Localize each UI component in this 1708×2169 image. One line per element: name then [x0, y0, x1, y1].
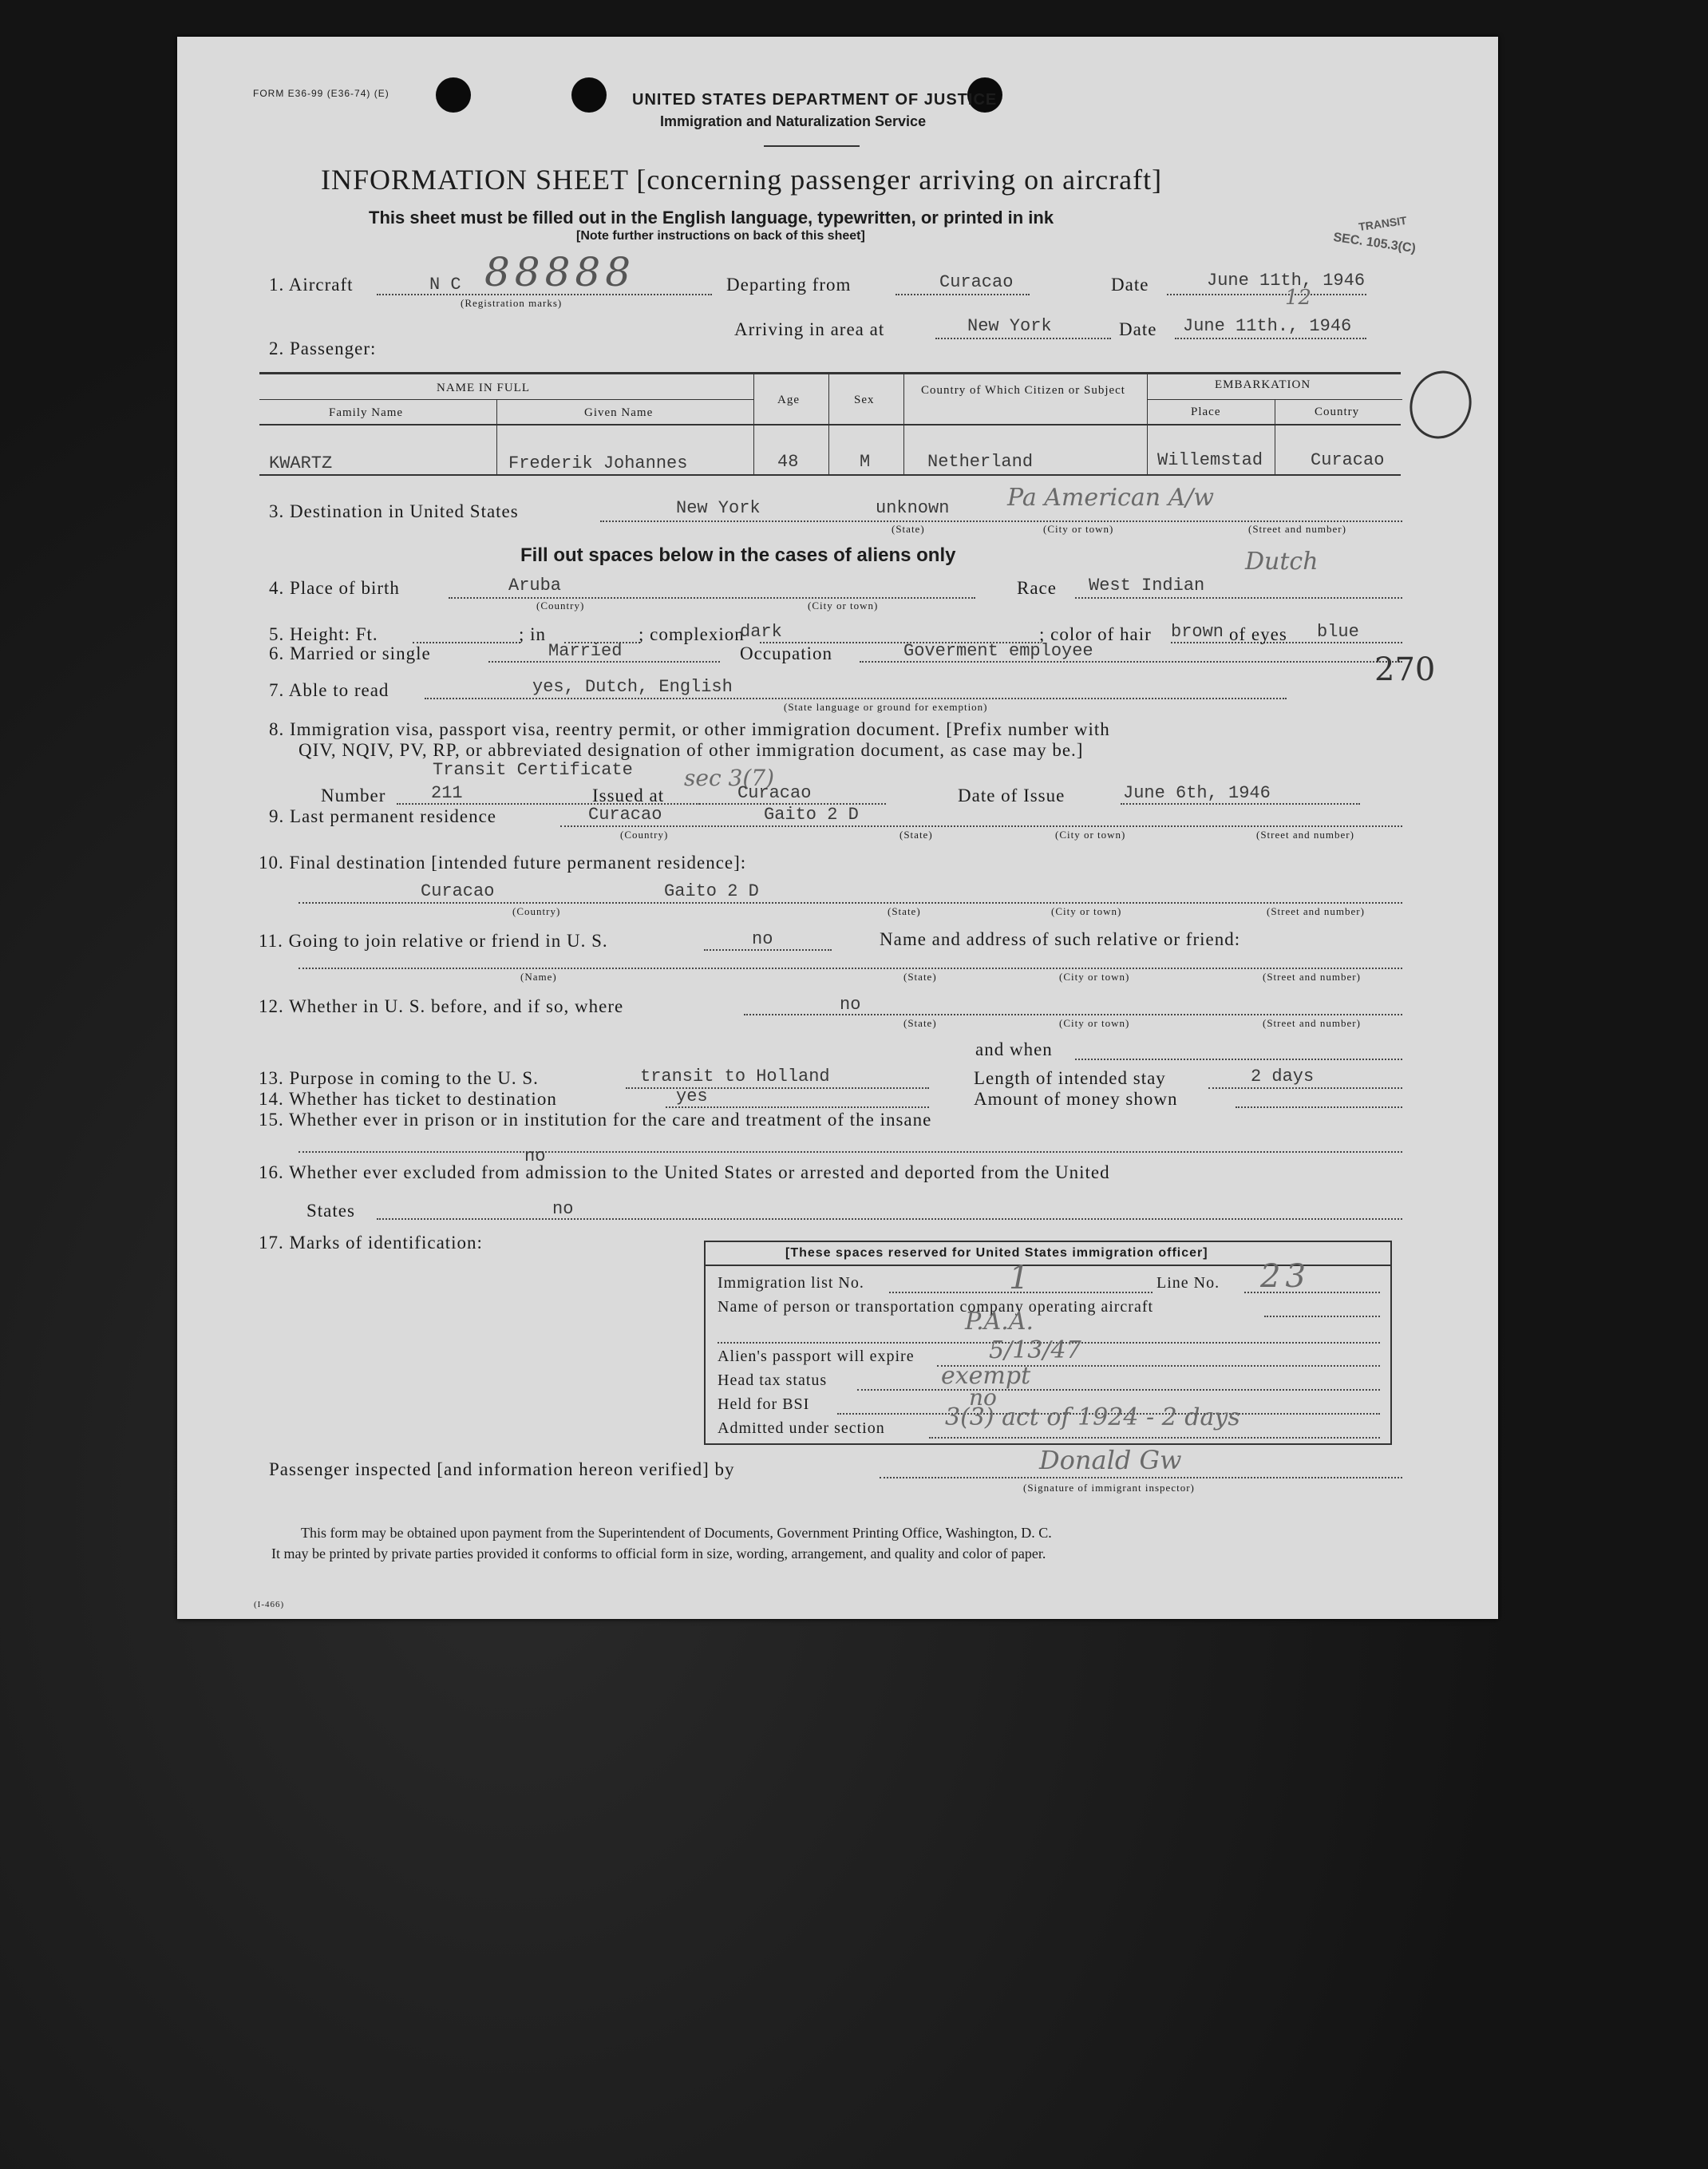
inspection-label: Passenger inspected [and information hereon verified] by [269, 1459, 735, 1479]
relative-cap-state: (State) [903, 971, 937, 983]
header-rule [764, 145, 860, 147]
destination-line [600, 520, 1402, 522]
officer-box-heading: [These spaces reserved for United States immigration officer] [785, 1246, 1208, 1260]
purpose-line [626, 1087, 929, 1089]
residence-country: Curacao [588, 805, 662, 825]
ticket-value: yes [676, 1086, 708, 1106]
residence-cap-city: (City or town) [1055, 829, 1126, 841]
married-label: 6. Married or single [269, 643, 431, 663]
married-line [488, 661, 720, 663]
issued-value: Curacao [737, 783, 812, 803]
col-emb-country: Country [1315, 406, 1360, 418]
headtax-hw: exempt [941, 1362, 1031, 1390]
excluded-label: 16. Whether ever excluded from admission to the United States or arrested and deported from the United [259, 1162, 1110, 1182]
final-destination-label: 10. Final destination [intended future permanent residence]: [259, 853, 747, 873]
col-embarkation: EMBARKATION [1215, 378, 1311, 391]
col-given-name: Given Name [584, 406, 654, 419]
col-country-citizen: Country of Which Citizen or Subject [921, 384, 1125, 397]
aircraft-number: 88888 [484, 249, 636, 295]
embarkation-place-value: Willemstad [1157, 450, 1263, 470]
issue-date-label: Date of Issue [958, 786, 1066, 805]
relative-cap-street: (Street and number) [1263, 971, 1361, 983]
line-no-value: 23 [1260, 1258, 1311, 1295]
hair-value: brown [1171, 622, 1224, 642]
prison-value: no [524, 1146, 546, 1166]
number-label: Number [321, 786, 386, 805]
excluded-value: no [552, 1199, 574, 1219]
issue-date-value: June 6th, 1946 [1123, 783, 1271, 803]
purpose-label: 13. Purpose in coming to the U. S. [259, 1068, 539, 1088]
table-bottom-rule [259, 474, 1401, 476]
col-age: Age [777, 394, 800, 406]
relative-cap-name: (Name) [520, 971, 557, 983]
final-destination-city: Gaito 2 D [664, 881, 759, 901]
birth-country: Aruba [508, 576, 562, 596]
punch-hole-left [436, 77, 471, 113]
relative-name-line [299, 968, 1402, 969]
transit-certificate-hw: sec 3(7) [684, 765, 774, 791]
headtax-line [857, 1389, 1380, 1391]
form-code: FORM E36-99 (E36-74) (E) [253, 88, 389, 99]
purpose-value: transit to Holland [640, 1067, 830, 1086]
number-value: 211 [431, 783, 463, 803]
instruction-note: [Note further instructions on back of this sheet] [576, 229, 865, 243]
footer-line1: This form may be obtained upon payment from the Superintendent of Documents, Government Printing Office, Washington, D. C. [301, 1525, 1052, 1541]
aircraft-label: 1. Aircraft [269, 275, 354, 295]
bsi-hw: no [969, 1384, 997, 1411]
bsi-label: Held for BSI [718, 1395, 810, 1413]
arrival-date: June 11th., 1946 [1183, 316, 1352, 336]
relative-name-label: Name and address of such relative or friend: [880, 929, 1241, 949]
stay-value: 2 days [1251, 1067, 1315, 1086]
race-line [1075, 597, 1402, 599]
destination-state: New York [676, 498, 761, 518]
complexion-value: dark [740, 622, 782, 642]
relative-label: 11. Going to join relative or friend in U. S. [259, 931, 608, 951]
departure-date-line [1167, 294, 1366, 295]
stay-label: Length of intended stay [974, 1068, 1166, 1088]
page-title: INFORMATION SHEET [concerning passenger arriving on aircraft] [321, 164, 1163, 196]
arrival-date-correction: 12 [1285, 286, 1312, 310]
transit-stamp-line2: SEC. 105.3(C) [1332, 230, 1417, 256]
handwritten-circle [1401, 362, 1481, 448]
destination-city: unknown [876, 498, 950, 518]
department: UNITED STATES DEPARTMENT OF JUSTICE [632, 91, 998, 109]
identification-label: 17. Marks of identification: [259, 1233, 483, 1253]
stay-line [1208, 1087, 1402, 1089]
transit-stamp-line1: TRANSIT [1358, 213, 1408, 234]
birth-line [449, 597, 975, 599]
read-line [425, 698, 1287, 699]
residence-label: 9. Last permanent residence [269, 806, 496, 826]
punch-hole-center [571, 77, 607, 113]
before-label: 12. Whether in U. S. before, and if so, where [259, 996, 624, 1016]
before-value: no [840, 995, 861, 1015]
residence-cap-street: (Street and number) [1256, 829, 1354, 841]
destination-cap-street: (Street and number) [1248, 523, 1346, 535]
excluded-label-2: States [306, 1201, 355, 1221]
money-label: Amount of money shown [974, 1089, 1178, 1109]
eyes-value: blue [1317, 622, 1359, 642]
before-cap-state: (State) [903, 1017, 937, 1029]
read-label: 7. Able to read [269, 680, 389, 700]
operator-label: Name of person or transportation company operating aircraft [718, 1298, 1154, 1316]
excluded-line [377, 1218, 1402, 1220]
operator-line [1264, 1316, 1380, 1317]
birth-cap-city: (City or town) [808, 600, 879, 612]
complexion-label: ; complexion [639, 624, 745, 644]
table-top-rule [259, 372, 1401, 374]
age-value: 48 [777, 452, 799, 472]
given-name-value: Frederik Johannes [508, 453, 688, 473]
read-caption: (State language or ground for exemption) [784, 701, 988, 713]
sex-value: M [860, 452, 871, 472]
col-place: Place [1191, 406, 1221, 418]
list-no-label: Immigration list No. [718, 1274, 864, 1292]
ticket-label: 14. Whether has ticket to destination [259, 1089, 557, 1109]
married-value: Married [548, 641, 623, 661]
race-value: West Indian [1089, 576, 1205, 596]
arriving-line [935, 338, 1111, 339]
final-cap-street: (Street and number) [1267, 905, 1365, 917]
before-cap-city: (City or town) [1059, 1017, 1130, 1029]
birth-cap-country: (Country) [536, 600, 585, 612]
inspection-line [880, 1477, 1402, 1478]
margin-number: 270 [1374, 651, 1436, 688]
col-sep-sex [828, 374, 829, 475]
admitted-hw: 3(3) act of 1924 - 2 days [945, 1403, 1240, 1431]
before-cap-street: (Street and number) [1263, 1017, 1361, 1029]
residence-city: Gaito 2 D [764, 805, 859, 825]
when-line [1075, 1059, 1402, 1060]
when-label: and when [975, 1039, 1053, 1059]
relative-value: no [752, 929, 773, 949]
footer-line2: It may be printed by private parties provided it conforms to official form in size, wording, arrangement, and quality and color of paper. [271, 1546, 1046, 1561]
final-cap-state: (State) [888, 905, 921, 917]
line-no-label: Line No. [1156, 1274, 1220, 1292]
col-sep-given [496, 399, 497, 475]
occupation-line [860, 661, 1402, 663]
aircraft-prefix: N C [429, 275, 461, 295]
item8-text1: 8. Immigration visa, passport visa, reentry permit, or other immigration document. [Prefix number with [269, 719, 1110, 739]
eyes-label: of eyes [1229, 624, 1287, 644]
col-sex: Sex [854, 394, 875, 406]
residence-cap-state: (State) [899, 829, 933, 841]
admitted-label: Admitted under section [718, 1419, 885, 1437]
transit-certificate: Transit Certificate [433, 760, 633, 780]
destination-cap-city: (City or town) [1043, 523, 1114, 535]
race-handwritten: Dutch [1245, 548, 1319, 576]
occupation-label: Occupation [740, 643, 833, 663]
destination-handwritten: Pa American A/w [1007, 484, 1215, 512]
col-name-in-full: NAME IN FULL [437, 382, 530, 394]
col-sep-country [903, 374, 904, 475]
height-label: 5. Height: Ft. [269, 624, 378, 644]
prison-line [299, 1151, 1402, 1153]
col-sep-embarkation [1147, 374, 1148, 475]
arrival-date-label: Date [1119, 319, 1157, 339]
table-mid-rule-name [259, 399, 754, 400]
destination-cap-state: (State) [892, 523, 925, 535]
arriving-label: Arriving in area at [734, 319, 885, 339]
headtax-label: Head tax status [718, 1371, 828, 1389]
passenger-label: 2. Passenger: [269, 338, 377, 358]
citizen-value: Netherland [927, 452, 1034, 472]
occupation-value: Goverment employee [903, 641, 1093, 661]
final-destination-country: Curacao [421, 881, 495, 901]
aliens-heading: Fill out spaces below in the cases of aliens only [520, 544, 956, 566]
height-in-label: ; in [519, 624, 547, 644]
form-number: (I-466) [254, 1600, 285, 1609]
passport-hw: 5/13/47 [989, 1336, 1081, 1364]
registration-caption: (Registration marks) [461, 297, 563, 309]
admitted-line [929, 1437, 1380, 1439]
race-label: Race [1017, 578, 1057, 598]
arrival-date-line [1175, 338, 1366, 339]
officer-box [704, 1241, 1392, 1445]
ticket-line [666, 1106, 929, 1108]
departure-date: June 11th, 1946 [1207, 271, 1366, 291]
passport-label: Alien's passport will expire [718, 1348, 915, 1365]
information-sheet [177, 37, 1498, 1619]
departing-label: Departing from [726, 275, 852, 295]
service: Immigration and Naturalization Service [660, 113, 927, 129]
read-value: yes, Dutch, English [532, 677, 733, 697]
departure-date-label: Date [1111, 275, 1149, 295]
departing-value: Curacao [939, 272, 1014, 292]
instruction: This sheet must be filled out in the English language, typewritten, or printed in ink [369, 208, 1054, 228]
inspector-signature: Donald Gw [1039, 1445, 1182, 1475]
relative-cap-city: (City or town) [1059, 971, 1130, 983]
issue-date-line [1121, 803, 1360, 805]
inspection-caption: (Signature of immigrant inspector) [1023, 1482, 1195, 1494]
relative-line [704, 949, 832, 951]
list-no-value: 1 [1009, 1260, 1030, 1296]
col-family-name: Family Name [329, 406, 404, 419]
final-destination-line [299, 902, 1402, 904]
residence-line [560, 825, 1402, 827]
residence-cap-country: (Country) [620, 829, 669, 841]
item8-text2: QIV, NQIV, PV, RP, or abbreviated designation of other immigration document, as case may be.] [299, 740, 1084, 760]
col-sep-age [753, 374, 754, 475]
family-name-value: KWARTZ [269, 453, 333, 473]
hair-label: ; color of hair [1039, 624, 1152, 644]
operator-hw: P.A.A. [965, 1308, 1034, 1336]
birth-label: 4. Place of birth [269, 578, 400, 598]
embarkation-country-value: Curacao [1311, 450, 1385, 470]
prison-label: 15. Whether ever in prison or in institution for the care and treatment of the insane [259, 1110, 932, 1130]
departing-line [896, 294, 1030, 295]
final-cap-country: (Country) [512, 905, 561, 917]
final-cap-city: (City or town) [1051, 905, 1122, 917]
destination-label: 3. Destination in United States [269, 501, 519, 521]
table-header-bottom-rule [259, 424, 1401, 425]
issued-label: Issued at [592, 786, 665, 805]
money-line [1236, 1106, 1402, 1108]
arriving-value: New York [967, 316, 1052, 336]
